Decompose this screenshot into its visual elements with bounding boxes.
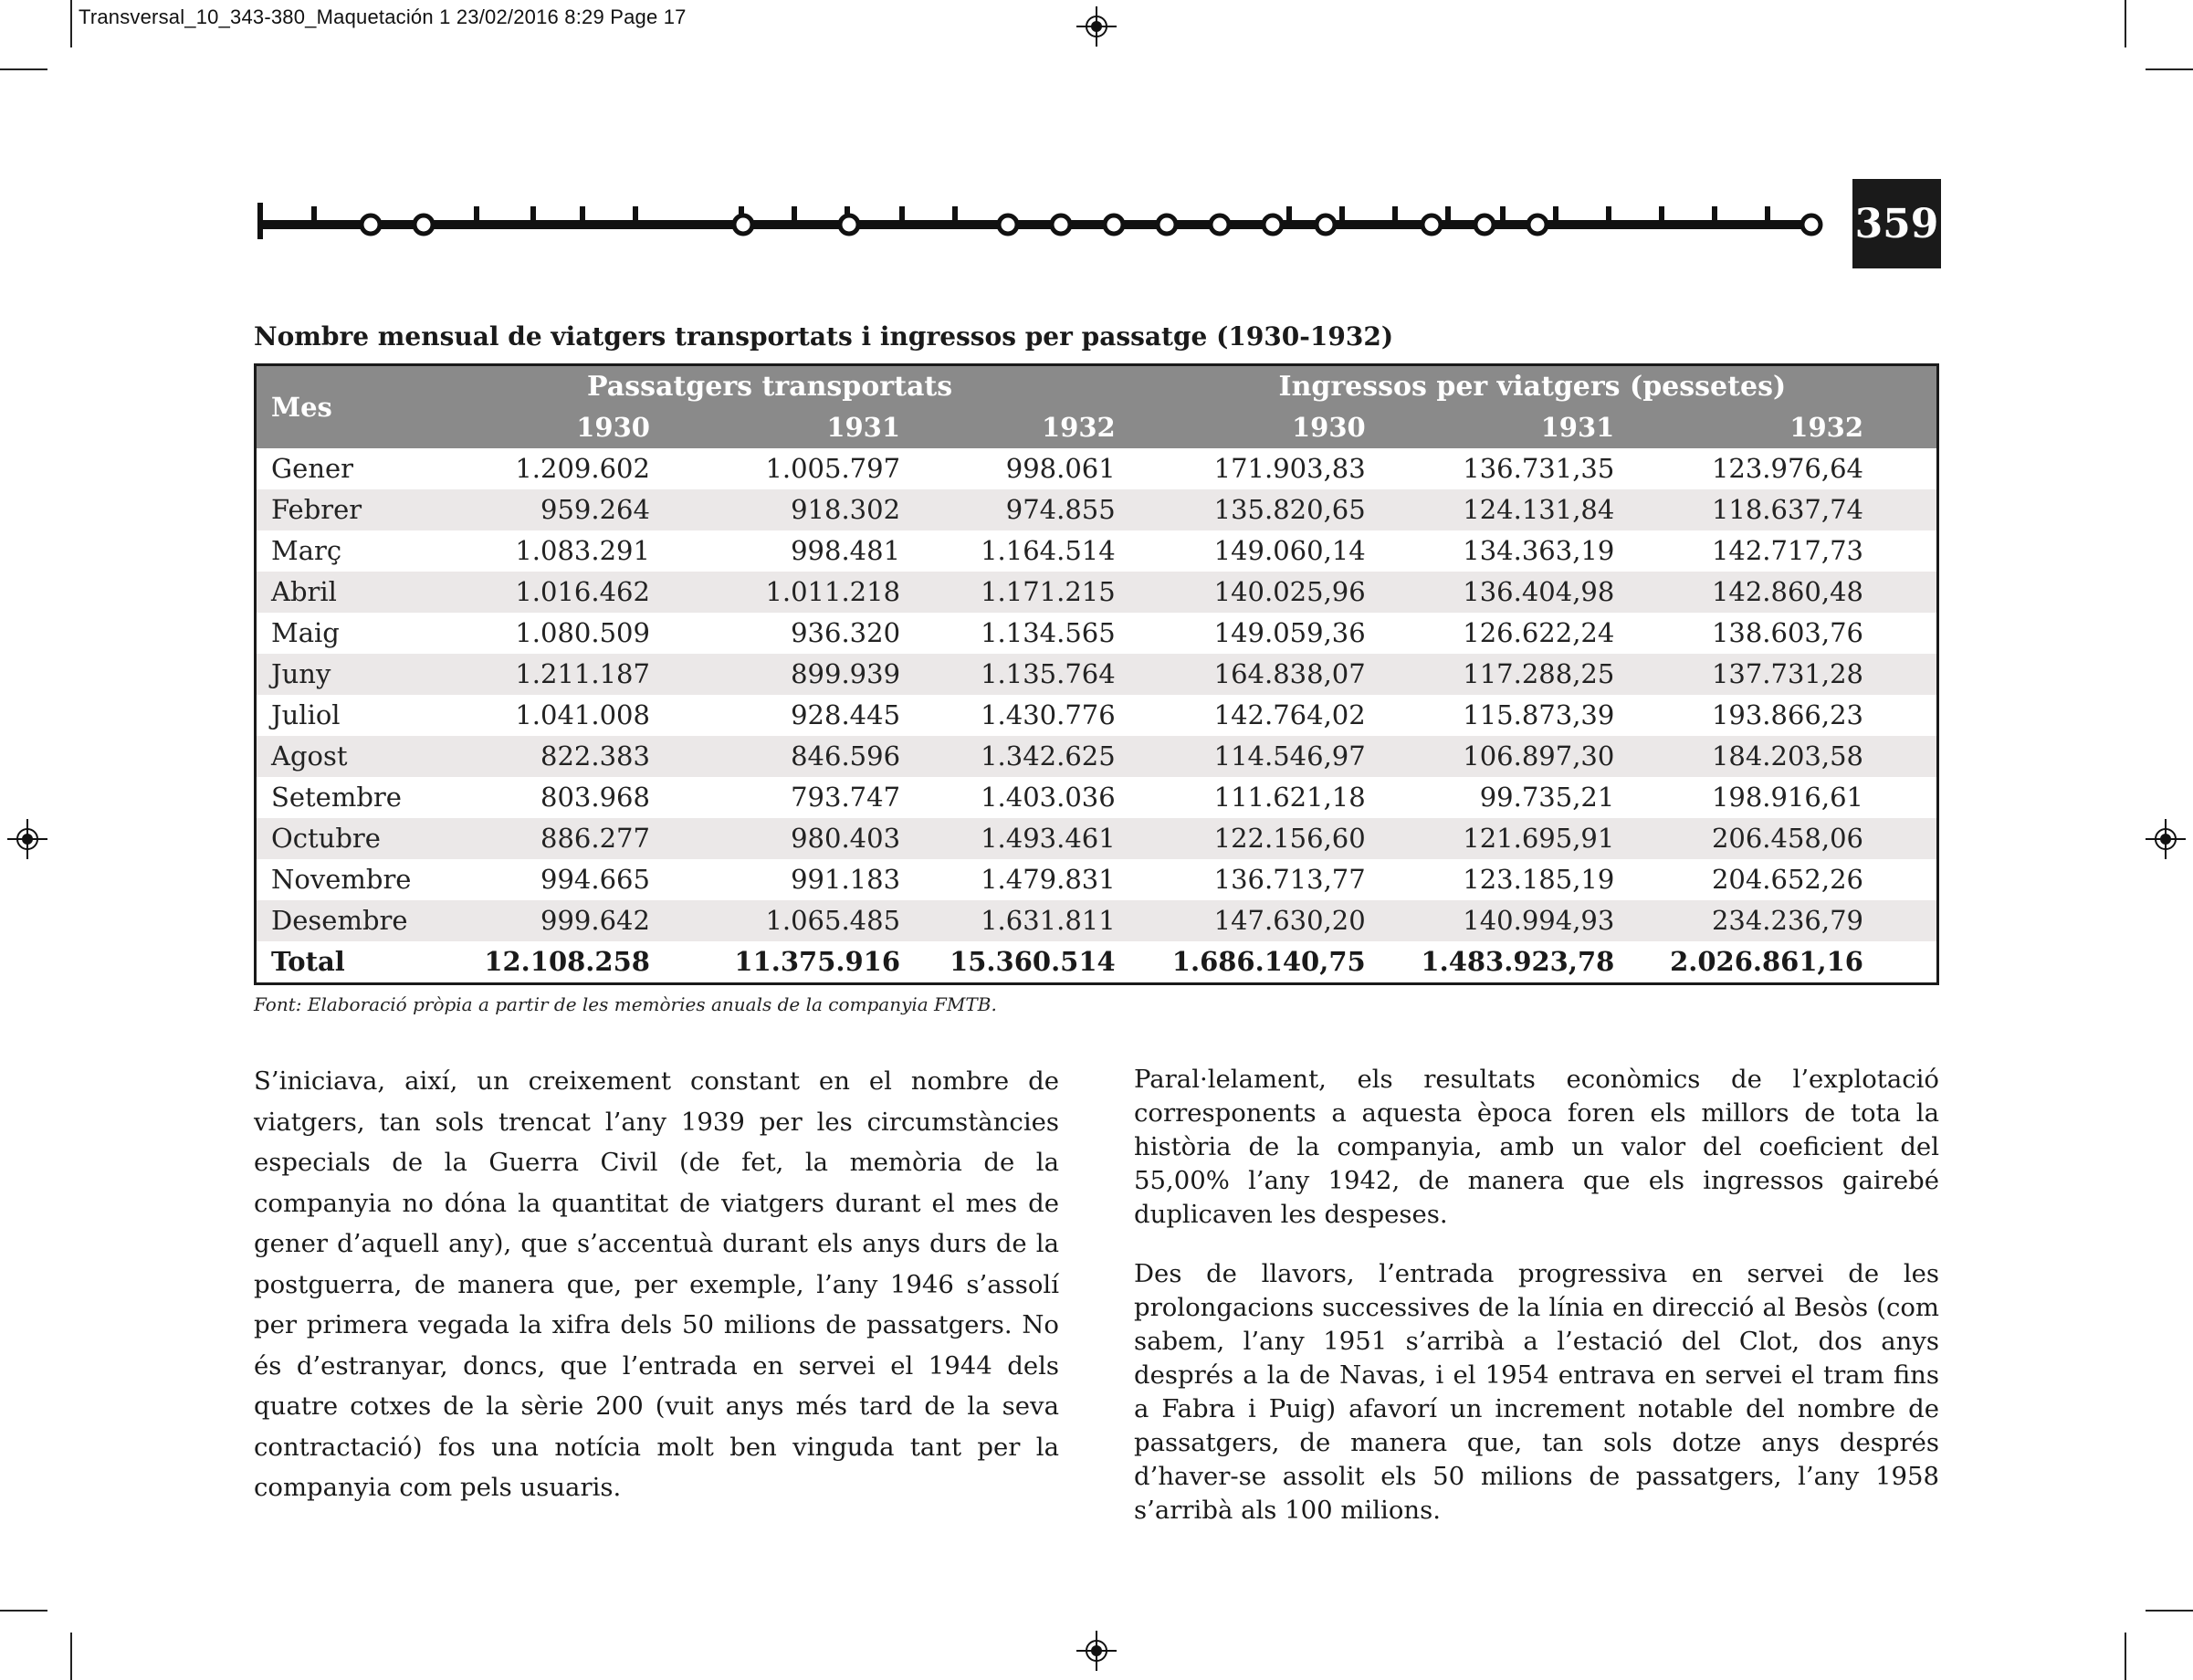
- metro-tick: [899, 206, 905, 223]
- metro-station-icon: [734, 215, 752, 234]
- header-year: 1931: [1540, 412, 1615, 443]
- month-cell: Febrer: [256, 489, 412, 530]
- printer-slug: Transversal_10_343-380_Maquetación 1 23/02/2016 8:29 Page 17: [79, 5, 687, 28]
- metro-station-icon: [362, 215, 380, 234]
- value-cell: 138.603,76: [1711, 617, 1863, 648]
- table-row: [256, 859, 1938, 900]
- total-cell: 15.360.514: [913, 941, 1128, 984]
- header-year: 1931: [826, 412, 901, 443]
- value-cell: 928.445: [791, 699, 901, 730]
- month-cell: Setembre: [271, 782, 402, 813]
- value-cell: 126.622,24: [1463, 617, 1615, 648]
- table-title: Nombre mensual de viatgers transportats i ingressos per passatge (1930-1932): [254, 321, 1394, 352]
- value-cell: 999.642: [411, 900, 662, 941]
- total-cell: 2.026.861,16: [1627, 941, 1937, 984]
- value-cell: 137.731,28: [1627, 654, 1937, 695]
- header-income: Ingressos per viatgers (pessetes): [1278, 371, 1787, 403]
- value-cell: 234.236,79: [1627, 900, 1937, 941]
- metro-tick: [1392, 206, 1398, 223]
- registration-mark-icon: [1076, 6, 1117, 47]
- value-cell: 122.156,60: [1128, 818, 1379, 859]
- metro-tick: [530, 206, 536, 223]
- crop-mark: [2125, 1633, 2126, 1680]
- value-cell: 803.968: [540, 782, 650, 813]
- data-table: [254, 363, 1939, 985]
- metro-tick: [1553, 206, 1558, 223]
- total-cell: 1.686.140,75: [1128, 941, 1379, 984]
- metro-tick: [1500, 206, 1506, 223]
- value-cell: 1.403.036: [981, 782, 1116, 813]
- metro-station-icon: [1317, 215, 1335, 234]
- body-column-left: [254, 1061, 1059, 1508]
- metro-tick: [633, 206, 638, 223]
- table-row: [256, 818, 1938, 859]
- table-row: [256, 572, 1938, 613]
- value-cell: 118.637,74: [1627, 489, 1937, 530]
- header-year: 1930: [1291, 412, 1366, 443]
- value-cell: 142.860,48: [1627, 572, 1937, 613]
- metro-tick: [311, 206, 317, 223]
- value-cell: 123.185,19: [1463, 864, 1615, 895]
- value-cell: 106.897,30: [1379, 736, 1628, 777]
- value-cell: 124.131,84: [1379, 489, 1628, 530]
- page-number: 359: [1852, 179, 1941, 268]
- value-cell: 1.171.215: [913, 572, 1128, 613]
- month-cell: Abril: [256, 572, 412, 613]
- registration-mark-icon: [7, 819, 47, 859]
- value-cell: 204.652,26: [1711, 864, 1863, 895]
- value-cell: 147.630,20: [1128, 900, 1379, 941]
- value-cell: 1.065.485: [663, 900, 913, 941]
- header-year: 1932: [1041, 412, 1116, 443]
- value-cell: 899.939: [663, 654, 913, 695]
- total-cell: 12.108.258: [411, 941, 662, 984]
- metro-station-icon: [1158, 215, 1176, 234]
- registration-mark-icon: [1076, 1631, 1117, 1671]
- value-cell: 1.083.291: [515, 535, 650, 566]
- value-cell: 134.363,19: [1463, 535, 1615, 566]
- month-cell: Novembre: [271, 864, 412, 895]
- metro-station-icon: [1105, 215, 1123, 234]
- table-row: [256, 448, 1938, 489]
- value-cell: 135.820,65: [1128, 489, 1379, 530]
- total-label: Total: [256, 941, 412, 984]
- metro-tick: [580, 206, 585, 223]
- crop-mark: [0, 1610, 47, 1612]
- metro-station-icon: [1422, 215, 1441, 234]
- total-cell: 1.483.923,78: [1379, 941, 1628, 984]
- value-cell: 1.080.509: [515, 617, 650, 648]
- value-cell: 1.493.461: [913, 818, 1128, 859]
- table-row: [256, 736, 1938, 777]
- metro-station-icon: [1052, 215, 1070, 234]
- value-cell: 164.838,07: [1128, 654, 1379, 695]
- value-cell: 1.342.625: [913, 736, 1128, 777]
- total-row: [256, 941, 1938, 984]
- metro-tick: [1339, 206, 1345, 223]
- crop-mark: [70, 0, 72, 47]
- header-passengers: Passatgers transportats: [587, 371, 953, 403]
- table-row: [256, 900, 1938, 941]
- value-cell: 1.631.811: [913, 900, 1128, 941]
- value-cell: 136.404,98: [1379, 572, 1628, 613]
- metro-tick: [474, 206, 479, 223]
- body-column-right: [1134, 1063, 1939, 1528]
- value-cell: 1.209.602: [515, 453, 650, 484]
- table-source: Font: Elaboració pròpia a partir de les memòries anuals de la companyia FMTB.: [254, 993, 997, 1015]
- paragraph: Paral·lelament, els resultats econòmics de l’explotació corresponents a aquesta època foren els millors de tota la història de la companyia, amb un valor del coeficient del 55,00% l’any 1942, de manera que els ingressos gairebé duplicaven les despeses.: [1134, 1065, 1939, 1229]
- value-cell: 142.717,73: [1711, 535, 1863, 566]
- value-cell: 111.621,18: [1213, 782, 1366, 813]
- value-cell: 140.994,93: [1379, 900, 1628, 941]
- paragraph: Des de llavors, l’entrada progressiva en servei de les prolongacions successives de la línia en direcció al Besòs (com sabem, l’any 1951 s’arribà a l’estació del Clot, dos anys després a la de Navas, i el 1954 entrava en servei el tram fins a Fabra i Puig) afavorí un increment notable del nombre de passatgers, de manera que, tan sols dotze anys després d’haver-se assolit els 50 milions de passatgers, l’any 1958 s’arribà als 100 milions.: [1134, 1259, 1939, 1525]
- metro-station-icon: [840, 215, 858, 234]
- month-cell: Juny: [256, 654, 412, 695]
- metro-line-graphic: [257, 190, 1826, 245]
- crop-mark: [2146, 68, 2193, 70]
- value-cell: 1.164.514: [981, 535, 1116, 566]
- value-cell: 1.135.764: [913, 654, 1128, 695]
- value-cell: 117.288,25: [1379, 654, 1628, 695]
- value-cell: 171.903,83: [1213, 453, 1366, 484]
- value-cell: 121.695,91: [1379, 818, 1628, 859]
- value-cell: 991.183: [791, 864, 901, 895]
- value-cell: 1.479.831: [981, 864, 1116, 895]
- crop-mark: [2146, 1610, 2193, 1612]
- value-cell: 123.976,64: [1711, 453, 1863, 484]
- value-cell: 959.264: [411, 489, 662, 530]
- header-year: 1930: [576, 412, 650, 443]
- value-cell: 1.016.462: [411, 572, 662, 613]
- crop-mark: [0, 68, 47, 70]
- table-row: [256, 530, 1938, 572]
- value-cell: 980.403: [663, 818, 913, 859]
- value-cell: 149.060,14: [1213, 535, 1366, 566]
- value-cell: 998.481: [791, 535, 901, 566]
- registration-mark-icon: [2146, 819, 2186, 859]
- value-cell: 793.747: [791, 782, 901, 813]
- value-cell: 136.731,35: [1463, 453, 1615, 484]
- month-cell: Desembre: [256, 900, 412, 941]
- month-cell: Maig: [271, 617, 340, 648]
- value-cell: 198.916,61: [1711, 782, 1863, 813]
- value-cell: 206.458,06: [1627, 818, 1937, 859]
- value-cell: 1.041.008: [515, 699, 650, 730]
- metro-tick: [952, 206, 958, 223]
- value-cell: 936.320: [791, 617, 901, 648]
- value-cell: 140.025,96: [1128, 572, 1379, 613]
- value-cell: 974.855: [913, 489, 1128, 530]
- value-cell: 114.546,97: [1128, 736, 1379, 777]
- month-cell: Gener: [271, 453, 354, 484]
- value-cell: 1.005.797: [765, 453, 901, 484]
- metro-tick: [1712, 206, 1717, 223]
- metro-tick: [1765, 206, 1770, 223]
- metro-station-icon: [1802, 215, 1821, 234]
- metro-tick: [1286, 206, 1292, 223]
- total-cell: 11.375.916: [663, 941, 913, 984]
- value-cell: 886.277: [411, 818, 662, 859]
- value-cell: 1.011.218: [663, 572, 913, 613]
- value-cell: 193.866,23: [1711, 699, 1863, 730]
- value-cell: 99.735,21: [1479, 782, 1615, 813]
- value-cell: 136.713,77: [1213, 864, 1366, 895]
- table-row: [256, 489, 1938, 530]
- metro-tick: [1659, 206, 1664, 223]
- metro-station-icon: [1475, 215, 1494, 234]
- table-row: [256, 613, 1938, 654]
- value-cell: 149.059,36: [1213, 617, 1366, 648]
- month-cell: Octubre: [256, 818, 412, 859]
- value-cell: 1.134.565: [981, 617, 1116, 648]
- value-cell: 994.665: [540, 864, 650, 895]
- table-row: [256, 695, 1938, 736]
- metro-tick: [1445, 206, 1451, 223]
- table-row: [256, 777, 1938, 818]
- header-month: Mes: [256, 365, 412, 449]
- table-row: [256, 654, 1938, 695]
- value-cell: 115.873,39: [1463, 699, 1615, 730]
- value-cell: 846.596: [663, 736, 913, 777]
- metro-tick: [792, 206, 797, 223]
- crop-mark: [70, 1633, 72, 1680]
- value-cell: 1.430.776: [981, 699, 1116, 730]
- value-cell: 998.061: [1005, 453, 1116, 484]
- metro-tick: [1606, 206, 1611, 223]
- month-cell: Agost: [256, 736, 412, 777]
- paragraph: S’iniciava, així, un creixement constant en el nombre de viatgers, tan sols trencat l’any 1939 per les circumstàncies especials de la Guerra Civil (de fet, la memòria de la companyia no dóna la quantitat de viatgers durant el mes de gener d’aquell any), que s’accentuà durant els anys durs de la postguerra, de manera que, per exemple, l’any 1946 s’assolí per primera vegada la xifra dels 50 milions de passatgers. No és d’estranyar, doncs, que l’entrada en servei el 1944 dels quatre cotxes de la sèrie 200 (vuit anys més tard de la seva contractació) fos una notícia molt ben vinguda tant per la companyia com pels usuaris.: [254, 1066, 1059, 1502]
- metro-station-icon: [999, 215, 1017, 234]
- value-cell: 184.203,58: [1627, 736, 1937, 777]
- value-cell: 1.211.187: [411, 654, 662, 695]
- metro-station-icon: [1211, 215, 1229, 234]
- metro-station-icon: [1528, 215, 1547, 234]
- metro-station-icon: [1264, 215, 1282, 234]
- header-year: 1932: [1789, 412, 1863, 443]
- metro-station-icon: [414, 215, 433, 234]
- value-cell: 822.383: [411, 736, 662, 777]
- month-cell: Març: [271, 535, 342, 566]
- value-cell: 142.764,02: [1213, 699, 1366, 730]
- value-cell: 918.302: [663, 489, 913, 530]
- month-cell: Juliol: [271, 699, 341, 730]
- crop-mark: [2125, 0, 2126, 47]
